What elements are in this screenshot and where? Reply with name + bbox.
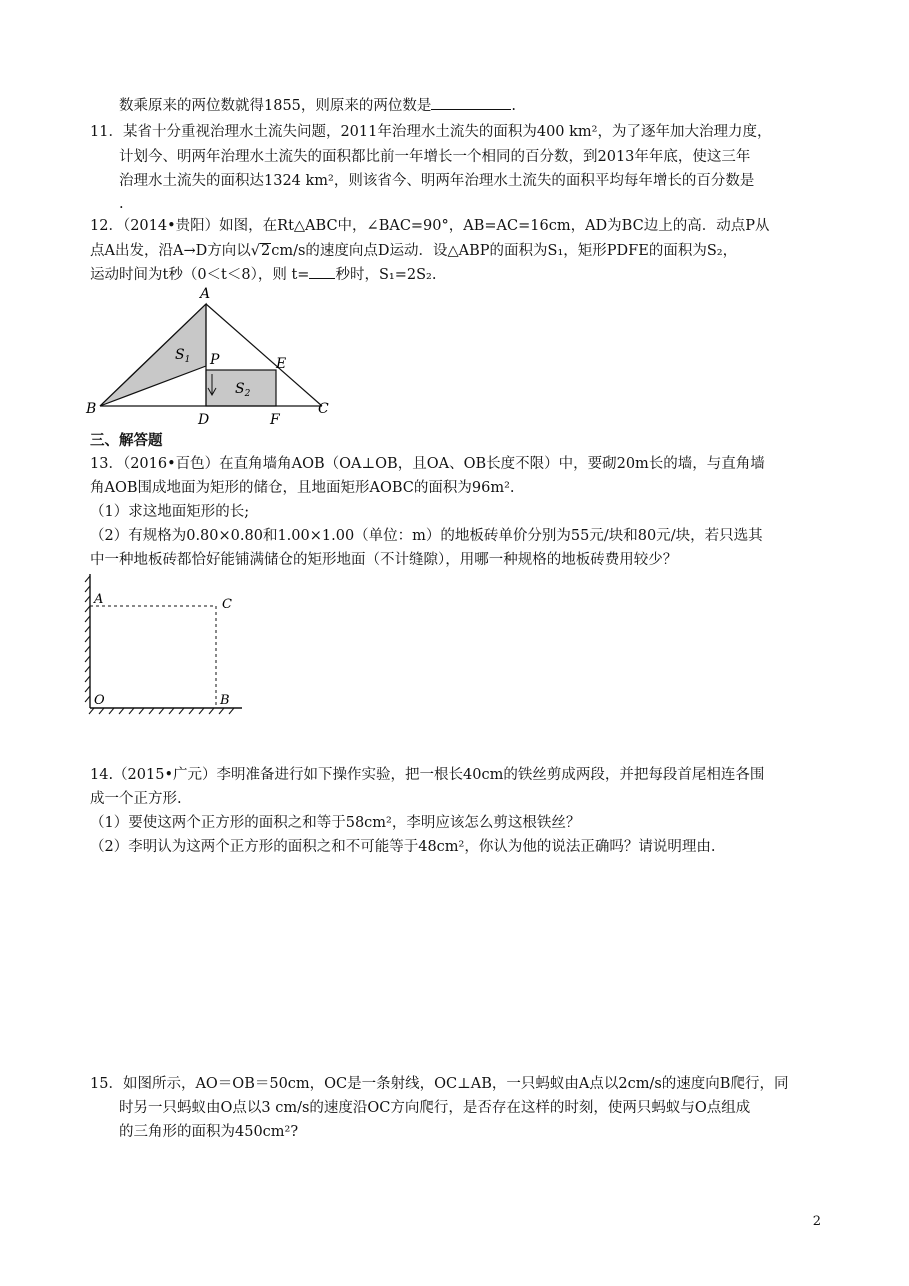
q11-line-1: 11．某省十分重视治理水土流失问题，2011年治理水土流失的面积为400 km²，为了逐年加大治理力度，	[90, 124, 772, 140]
q13-line-2: 角AOB围成地面为矩形的储仓，且地面矩形AOBC的面积为96m².	[90, 480, 515, 496]
wall-hatching-horizontal	[89, 708, 234, 714]
section-heading: 三、解答题	[90, 433, 163, 449]
q12-triangle-figure	[80, 282, 340, 432]
q13-wall-corner-figure	[82, 570, 252, 720]
label-f: F	[270, 412, 280, 428]
label-e: E	[276, 356, 287, 372]
label-p: P	[210, 352, 220, 368]
q14-line-2: 成一个正方形.	[90, 791, 182, 807]
wall-hatching-vertical	[85, 576, 90, 702]
q14-line-4: （2）李明认为这两个正方形的面积之和不可能等于48cm²，你认为他的说法正确吗？请说明理由.	[90, 839, 716, 855]
q13-line-4: （2）有规格为0.80×0.80和1.00×1.00（单位：m）的地板砖单价分别为55元/块和80元/块，若只选其	[90, 528, 763, 544]
q15-line-3: 的三角形的面积为450cm²?	[119, 1124, 299, 1140]
answer-blank[interactable]	[431, 95, 511, 110]
q11-line-3: 治理水土流失的面积达1324 km²，则该省今、明两年治理水土流失的面积平均每年增长的百分数是	[119, 173, 755, 189]
q15-line-1: 15．如图所示，AO＝OB＝50cm，OC是一条射线，OC⊥AB，一只蚂蚁由A点以2cm/s的速度向B爬行，同	[90, 1076, 789, 1092]
q13-line-5: 中一种地板砖都恰好能铺满储仓的矩形地面（不计缝隙），用哪一种规格的地板砖费用较少？	[90, 552, 678, 568]
label-a: A	[94, 592, 104, 607]
q12-line-3: 运动时间为t秒（0＜t＜8），则 t= 秒时，S₁=2S₂.	[90, 264, 436, 286]
label-a: A	[200, 286, 211, 302]
label-s1: $S_1$	[175, 347, 191, 365]
page-number: 2	[812, 1214, 821, 1229]
label-c: C	[222, 597, 232, 612]
q11-line-2: 计划今、明两年治理水土流失的面积都比前一年增长一个相同的百分数，到2013年年底，使这三年	[119, 149, 751, 165]
label-b: B	[220, 693, 230, 708]
q12-line-2: 点A出发，沿A→D方向以√2cm/s的速度向点D运动．设△ABP的面积为S₁，矩形PDFE的面积为S₂，	[90, 243, 738, 259]
label-d: D	[198, 412, 210, 428]
label-b: B	[86, 401, 97, 417]
q14-line-3: （1）要使这两个正方形的面积之和等于58cm²，李明应该怎么剪这根铁丝？	[90, 815, 581, 831]
q10-continuation: 数乘原来的两位数就得1855，则原来的两位数是 .	[119, 95, 516, 117]
sqrt-2: 2	[260, 243, 271, 259]
answer-blank[interactable]	[309, 264, 335, 279]
q11-line-4: .	[119, 196, 124, 212]
q15-line-2: 时另一只蚂蚁由O点以3 cm/s的速度沿OC方向爬行，是否存在这样的时刻，使两只蚂蚁与O点组成	[119, 1100, 751, 1116]
label-c: C	[318, 401, 329, 417]
q13-line-3: （1）求这地面矩形的长;	[90, 504, 250, 520]
label-s2: $S_2$	[235, 381, 251, 399]
q12-line-1: 12．（2014•贵阳）如图，在Rt△ABC中，∠BAC=90°，AB=AC=16cm，AD为BC边上的高．动点P从	[90, 218, 770, 234]
q13-line-1: 13．（2016•百色）在直角墙角AOB（OA⊥OB，且OA、OB长度不限）中，要砌20m长的墙，与直角墙	[90, 456, 765, 472]
label-o: O	[94, 693, 105, 708]
q14-line-1: 14.（2015•广元）李明准备进行如下操作实验，把一根长40cm的铁丝剪成两段，并把每段首尾相连各围	[90, 767, 765, 783]
